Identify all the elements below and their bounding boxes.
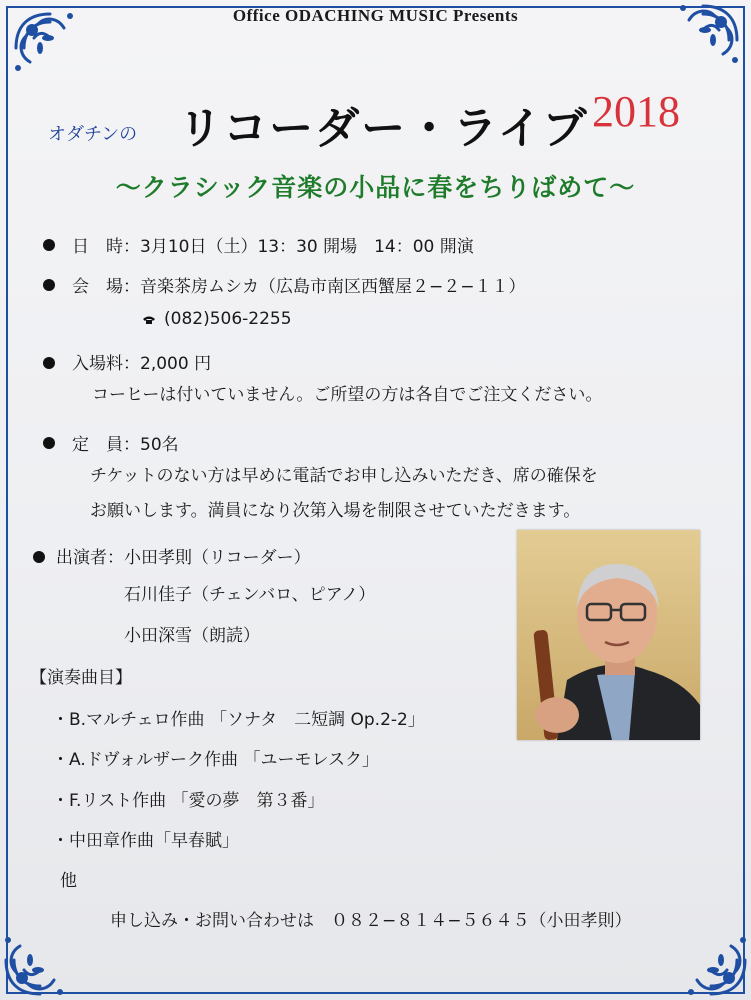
performer-photo (517, 530, 700, 740)
bullet-dot (43, 437, 55, 449)
program-item: ・F.リスト作曲 「愛の夢 第３番」 (52, 791, 325, 811)
capacity: 定 員：50名 (72, 435, 179, 455)
venue-phone-number: (082)506-2255 (164, 309, 292, 329)
capacity-note-2: お願いします。満員になり次第入場を制限させていただきます。 (90, 501, 581, 521)
event-datetime: 日 時：3月10日（土）13：30 開場 14：00 開演 (72, 237, 474, 257)
bullet-dot (43, 279, 55, 291)
program-heading: 【演奏曲目】 (30, 668, 132, 688)
telephone-icon (142, 315, 156, 324)
main-title: リコーダー・ライブ (178, 103, 589, 154)
venue-phone (142, 309, 292, 329)
fee-note: コーヒーは付いていません。ご所望の方は各自でご注文ください。 (92, 385, 603, 405)
event-venue: 会 場：音楽茶房ムシカ（広島市南区西蟹屋２−２−１１） (72, 277, 526, 297)
floral-ornament-icon (671, 920, 751, 1000)
tagline: ～クラシック音楽の小品に春をちりばめて～ (115, 173, 636, 202)
program-item: ・A.ドヴォルザーク作曲 「ユーモレスク」 (52, 750, 379, 770)
program-item: ・B.マルチェロ作曲 「ソナタ 二短調 Op.2-2」 (52, 710, 425, 730)
contact-info: 申し込み・お問い合わせは ０８２−８１４−５６４５（小田孝則） (110, 911, 632, 931)
bullet-dot (43, 239, 55, 251)
admission-fee: 入場料：2,000 円 (72, 354, 212, 374)
bullet-dot (43, 357, 55, 369)
program-item: ・中田章作曲「早春賦」 (52, 831, 239, 851)
performer-3: 小田深雪（朗読） (124, 626, 260, 646)
bullet-dot (33, 551, 45, 563)
presenter-line: Office ODACHING MUSIC Presents (232, 6, 519, 25)
event-year: 2018 (592, 87, 680, 136)
program-others: 他 (60, 871, 77, 891)
capacity-note-1: チケットのない方は早めに電話でお申し込みいただき、席の確保を (90, 466, 598, 486)
floral-ornament-icon (0, 920, 80, 1000)
performer-1: 出演者：小田孝則（リコーダー） (56, 548, 311, 568)
performer-2: 石川佳子（チェンバロ、ピアノ） (124, 585, 376, 605)
pre-title: オダチンの (48, 124, 138, 145)
